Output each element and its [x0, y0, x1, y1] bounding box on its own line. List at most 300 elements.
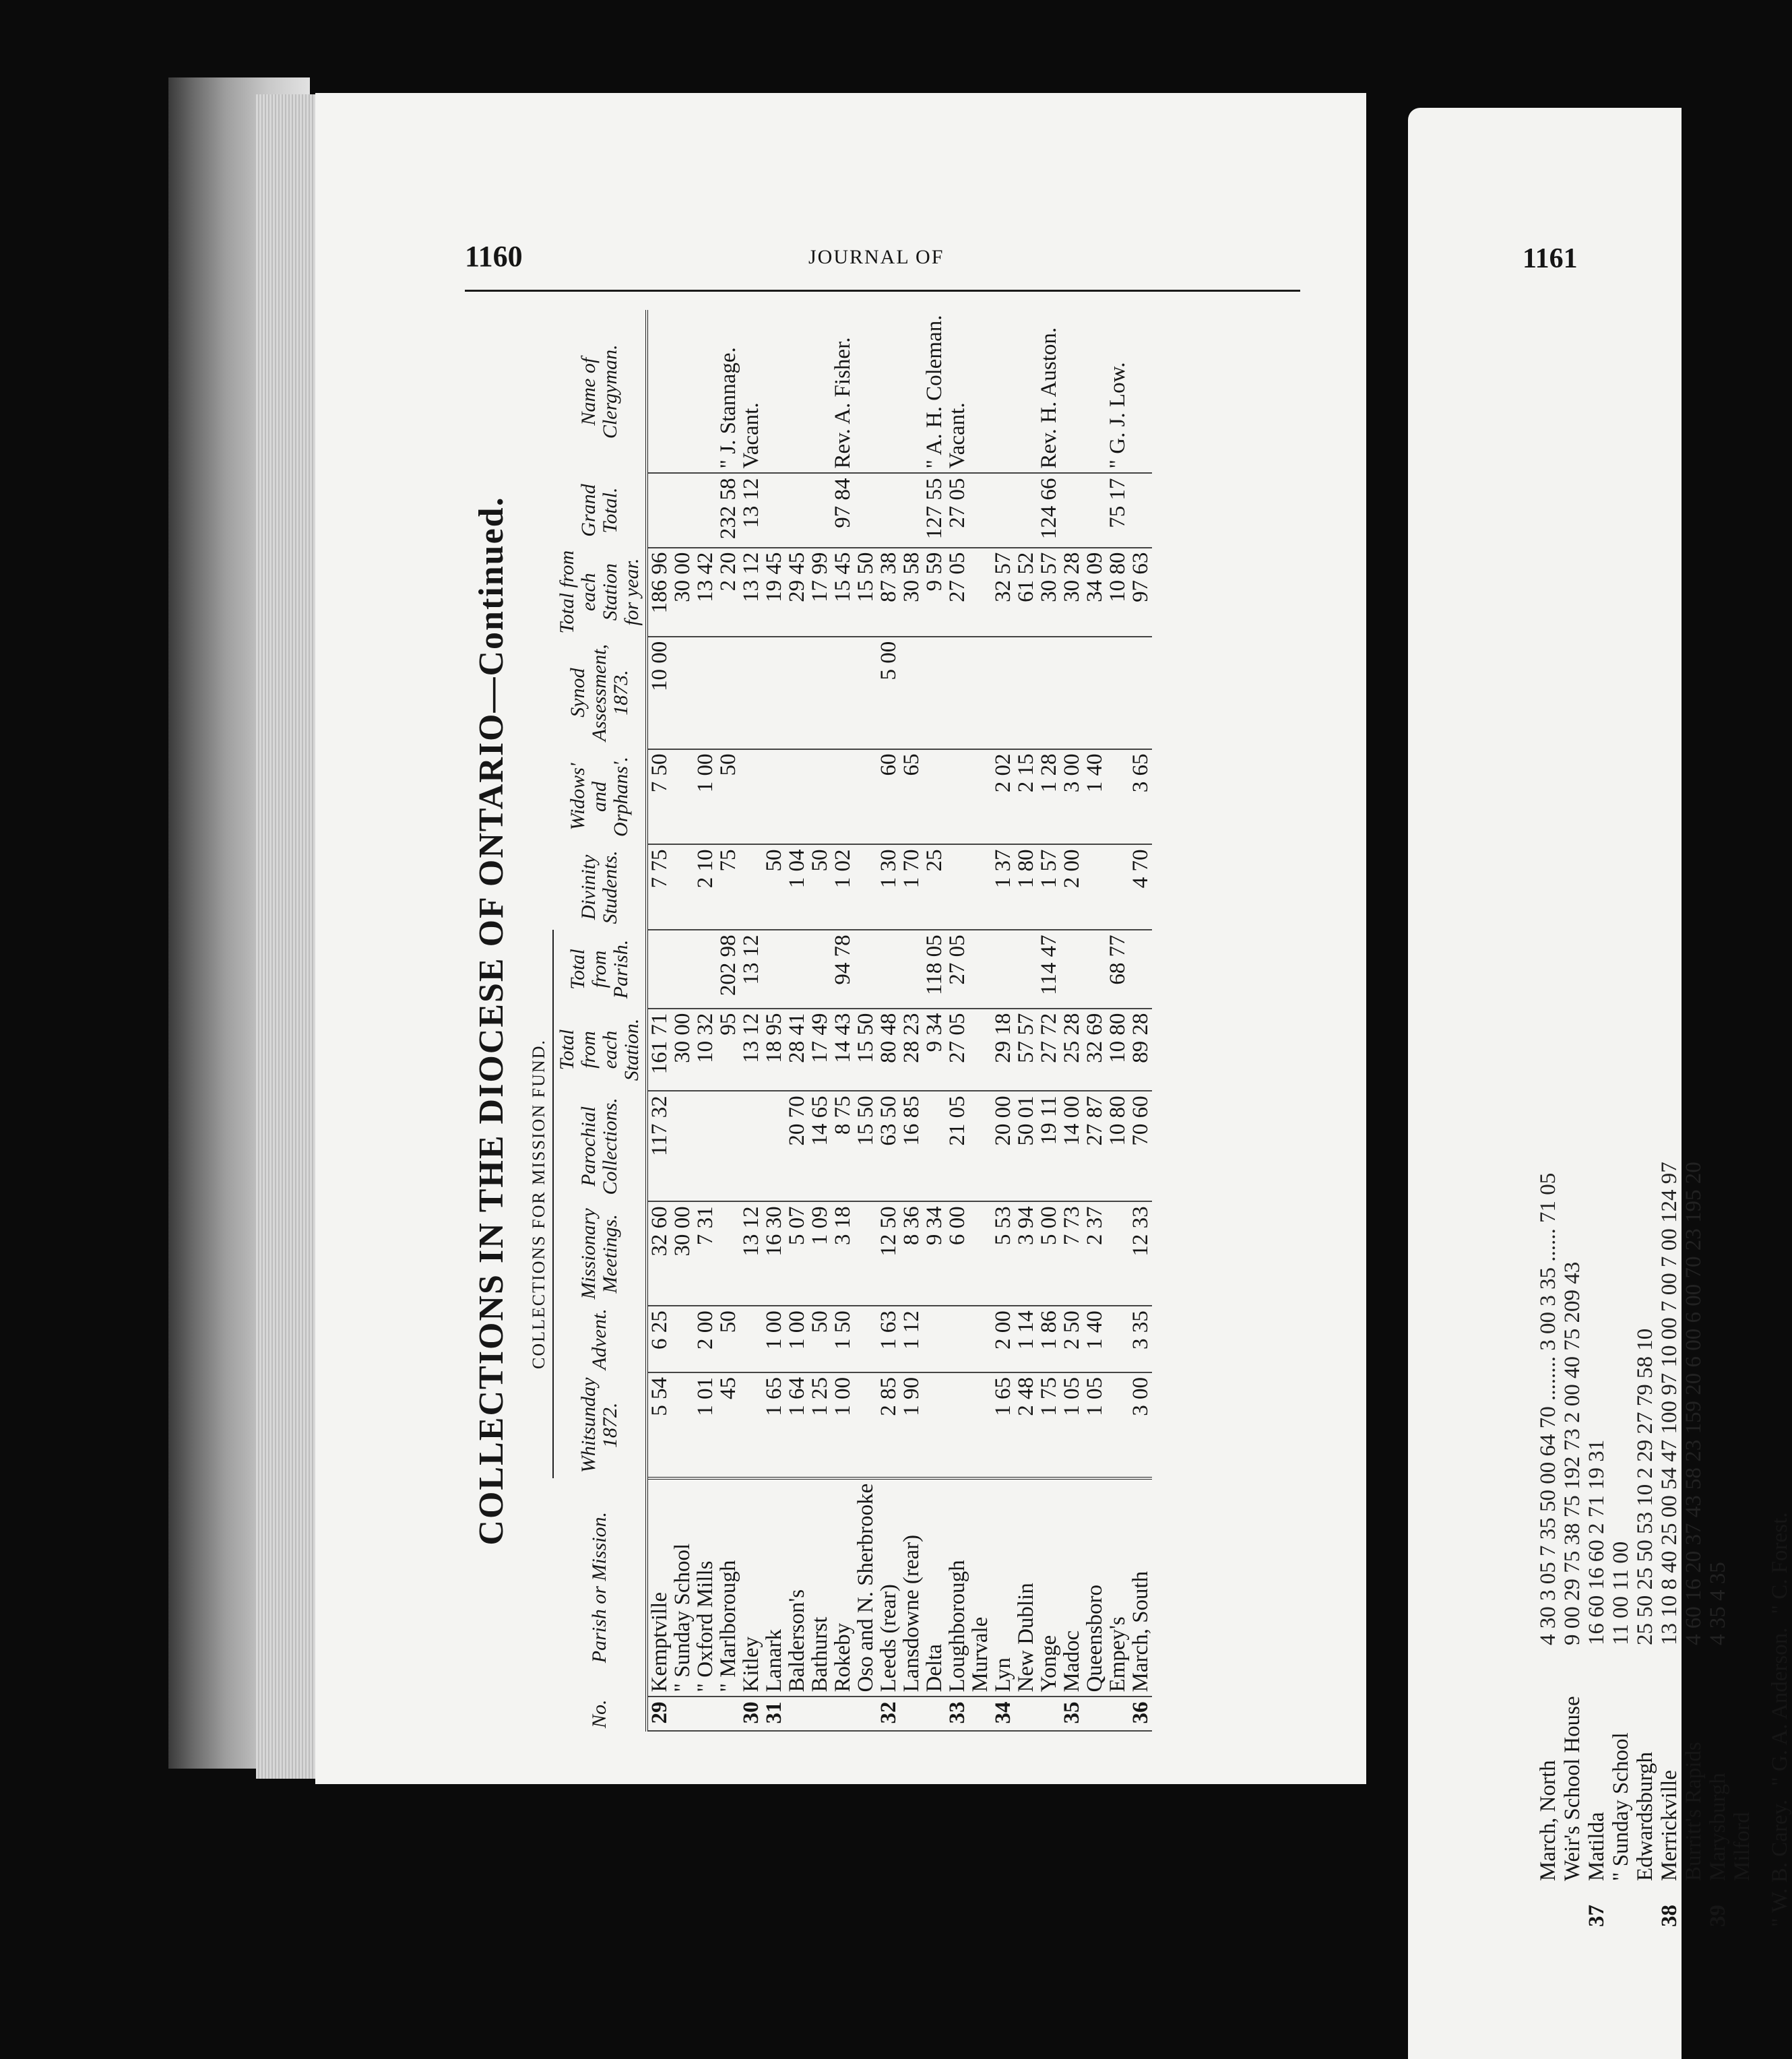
cell-c4: 21 05: [946, 1091, 969, 1201]
cell-c6: 68 77: [1106, 930, 1129, 1008]
cell-c1: 45: [717, 1372, 740, 1478]
cell-c8: 1 40: [1083, 749, 1106, 845]
cell-c5: 30 00: [671, 1009, 694, 1091]
column-header: Total from each Station for year.: [553, 548, 647, 637]
cell-c2: 1 14: [1015, 1306, 1037, 1372]
cell-c1: 1 01: [694, 1372, 717, 1478]
table-row: [946, 310, 969, 1731]
cell-c5: 80 48: [877, 1009, 900, 1091]
cell-c6: [1015, 930, 1037, 1008]
cell-c2: 50: [808, 1306, 831, 1372]
right-table-row: [1633, 310, 1657, 1927]
cell-clergy: [808, 310, 831, 473]
column-header: Total from Parish.: [553, 930, 647, 1008]
cell-c10: [969, 548, 992, 637]
cell-c2: 1 00: [786, 1306, 808, 1372]
cell-c9: 10 00: [647, 637, 671, 749]
cell-c9: [717, 637, 740, 749]
cell-c6: [854, 930, 877, 1008]
cell-parish: Balderson's: [786, 1478, 808, 1697]
cell-c7: 2 10: [694, 844, 717, 930]
cell-c2: 1 86: [1037, 1306, 1060, 1372]
right-table-row: [1560, 310, 1585, 1927]
table-row: [923, 310, 946, 1731]
cell-c5: 27 05: [946, 1009, 969, 1091]
cell-c6: 202 98: [717, 930, 740, 1008]
table-row: [877, 310, 900, 1731]
cell-c1: [923, 1372, 946, 1478]
cell-c5: 32 69: [1083, 1009, 1106, 1091]
cell-c6: [1060, 930, 1083, 1008]
cell-c11: [1015, 473, 1037, 547]
cell-c9: [1083, 637, 1106, 749]
cell-parish: Delta: [923, 1478, 946, 1697]
cell-c11: [900, 473, 923, 547]
collections-table: [525, 310, 1152, 1732]
table-row: [900, 310, 923, 1731]
cell-c9: [900, 637, 923, 749]
cell-c8: 2 02: [992, 749, 1015, 845]
cell-c8: 2 15: [1015, 749, 1037, 845]
cell-clergy: [1129, 310, 1152, 473]
cell-clergy: [1083, 310, 1106, 473]
cell-no: [923, 1697, 946, 1731]
cell-c7: [946, 844, 969, 930]
cell-c8: 7 50: [647, 749, 671, 845]
cell-clergy: " G. J. Low.: [1106, 310, 1129, 473]
cell-c2: [740, 1306, 763, 1372]
cell-c3: 32 60: [647, 1201, 671, 1306]
cell-c8: [969, 749, 992, 845]
table-row: [831, 310, 854, 1731]
cell-c6: [763, 930, 786, 1008]
cell-clergy: [992, 310, 1015, 473]
cell-c6: 94 78: [831, 930, 854, 1008]
cell-no: 29: [647, 1697, 671, 1731]
cell-c2: [854, 1306, 877, 1372]
cell-c7: 25: [923, 844, 946, 930]
cell-c9: [808, 637, 831, 749]
cell-clergy: [877, 310, 900, 473]
cell-c3: 8 36: [900, 1201, 923, 1306]
cell-c10: 13 12: [740, 548, 763, 637]
cell-c6: 118 05: [923, 930, 946, 1008]
right-row-values: 4 30 3 05 7 35 50 00 64 70 ........ 3 00 3 35 ...... 71 05: [1536, 1172, 1560, 1645]
cell-c11: [1060, 473, 1083, 547]
cell-c11: [671, 473, 694, 547]
cell-clergy: [694, 310, 717, 473]
cell-c1: 1 00: [831, 1372, 854, 1478]
cell-clergy: [1015, 310, 1037, 473]
cell-no: 32: [877, 1697, 900, 1731]
table-row: [647, 310, 671, 1731]
cell-c1: [946, 1372, 969, 1478]
right-row-number: [1536, 1895, 1560, 1927]
cell-c9: [740, 637, 763, 749]
cell-c6: [877, 930, 900, 1008]
cell-c1: [969, 1372, 992, 1478]
right-row-parish: Marysburgh: [1706, 1773, 1730, 1881]
table-title: COLLECTIONS IN THE DIOCESE OF ONTARIO—Continued.: [472, 496, 511, 1546]
cell-c8: 3 65: [1129, 749, 1152, 845]
cell-c4: [671, 1091, 694, 1201]
column-header: Advent.: [553, 1306, 647, 1372]
cell-c2: 6 25: [647, 1306, 671, 1372]
cell-c7: [740, 844, 763, 930]
right-row-values: 9 00 29 75 38 75 192 73 2 00 40 75 209 43: [1560, 1261, 1585, 1645]
cell-c8: [671, 749, 694, 845]
cell-c6: [694, 930, 717, 1008]
cell-c10: 29 45: [786, 548, 808, 637]
rotated-table-container: [465, 310, 1314, 1732]
right-row-values: 4 60 16 20 37 43 58 23 159 20 6 00 6 00 70 23 195 20: [1682, 1162, 1706, 1645]
table-row: [786, 310, 808, 1731]
cell-no: 36: [1129, 1697, 1152, 1731]
cell-c5: 13 12: [740, 1009, 763, 1091]
right-row-parish: Matilda: [1585, 1812, 1609, 1881]
cell-c4: 8 75: [831, 1091, 854, 1201]
cell-c7: 1 02: [831, 844, 854, 930]
cell-no: [969, 1697, 992, 1731]
cell-c11: [992, 473, 1015, 547]
cell-c1: 2 48: [1015, 1372, 1037, 1478]
cell-c1: 5 54: [647, 1372, 671, 1478]
cell-c10: 87 38: [877, 548, 900, 637]
mission-fund-group-header: COLLECTIONS FOR MISSION FUND.: [525, 930, 553, 1478]
cell-c9: [763, 637, 786, 749]
cell-c4: 15 50: [854, 1091, 877, 1201]
cell-c5: 28 41: [786, 1009, 808, 1091]
cell-no: 30: [740, 1697, 763, 1731]
cell-c8: 1 28: [1037, 749, 1060, 845]
cell-c10: 61 52: [1015, 548, 1037, 637]
right-row-parish: Merrickville: [1657, 1770, 1682, 1881]
cell-c7: 50: [808, 844, 831, 930]
cell-c4: 20 00: [992, 1091, 1015, 1201]
cell-c7: [969, 844, 992, 930]
cell-parish: Kitley: [740, 1478, 763, 1697]
cell-no: [786, 1697, 808, 1731]
cell-c10: 30 58: [900, 548, 923, 637]
column-header: Widows' and Orphans'.: [553, 749, 647, 845]
page-edges: [256, 94, 320, 1779]
right-row-number: [1633, 1895, 1657, 1927]
right-table-row: [1730, 310, 1754, 1927]
cell-c3: 12 33: [1129, 1201, 1152, 1306]
cell-c1: 1 65: [992, 1372, 1015, 1478]
cell-c4: [969, 1091, 992, 1201]
cell-c9: [923, 637, 946, 749]
cell-c6: [969, 930, 992, 1008]
cell-parish: Lanark: [763, 1478, 786, 1697]
cell-c3: 9 34: [923, 1201, 946, 1306]
cell-c3: 3 94: [1015, 1201, 1037, 1306]
right-row-values: 11 00 11 00: [1609, 1541, 1633, 1645]
right-table-row: [1706, 310, 1730, 1927]
cell-c3: 3 18: [831, 1201, 854, 1306]
cell-c8: 3 00: [1060, 749, 1083, 845]
cell-parish: Bathurst: [808, 1478, 831, 1697]
cell-c3: 2 37: [1083, 1201, 1106, 1306]
cell-c1: 1 05: [1083, 1372, 1106, 1478]
cell-c7: 50: [763, 844, 786, 930]
cell-c5: [969, 1009, 992, 1091]
right-row-parish: March, North: [1536, 1760, 1560, 1881]
cell-c4: [740, 1091, 763, 1201]
cell-c8: 50: [717, 749, 740, 845]
column-header: Synod Assessment, 1873.: [553, 637, 647, 749]
cell-c6: [1129, 930, 1152, 1008]
column-header: Total from each Station.: [553, 1009, 647, 1091]
cell-c8: [808, 749, 831, 845]
right-row-parish: Milford: [1730, 1812, 1754, 1881]
right-row-values: 13 10 8 40 25 00 54 47 100 97 10 00 7 00 7 00 124 97: [1657, 1162, 1682, 1645]
table-row: [1106, 310, 1129, 1731]
cell-parish: Empey's: [1106, 1478, 1129, 1697]
cell-clergy: [900, 310, 923, 473]
cell-c8: 1 00: [694, 749, 717, 845]
cell-c9: [946, 637, 969, 749]
cell-no: [854, 1697, 877, 1731]
cell-c4: 16 85: [900, 1091, 923, 1201]
cell-c11: 13 12: [740, 473, 763, 547]
cell-c11: [969, 473, 992, 547]
cell-clergy: [969, 310, 992, 473]
cell-no: [694, 1697, 717, 1731]
right-clergy-name: " G. A. Anderson.: [1768, 1627, 1792, 1786]
cell-c5: 95: [717, 1009, 740, 1091]
right-row-values: 4 35 4 35: [1706, 1562, 1730, 1645]
cell-c4: 14 00: [1060, 1091, 1083, 1201]
cell-c2: 1 50: [831, 1306, 854, 1372]
cell-c10: 19 45: [763, 548, 786, 637]
cell-c4: 14 65: [808, 1091, 831, 1201]
cell-c3: [717, 1201, 740, 1306]
cell-c1: [1106, 1372, 1129, 1478]
cell-parish: " Sunday School: [671, 1478, 694, 1697]
cell-c11: 27 05: [946, 473, 969, 547]
cell-c7: 75: [717, 844, 740, 930]
cell-c11: 75 17: [1106, 473, 1129, 547]
cell-c10: 9 59: [923, 548, 946, 637]
right-row-number: [1560, 1895, 1585, 1927]
cell-c9: [969, 637, 992, 749]
header-rule: [465, 290, 1300, 292]
cell-c2: 2 50: [1060, 1306, 1083, 1372]
cell-no: 33: [946, 1697, 969, 1731]
cell-c2: 3 35: [1129, 1306, 1152, 1372]
cell-c5: 89 28: [1129, 1009, 1152, 1091]
cell-parish: Loughborough: [946, 1478, 969, 1697]
cell-c2: 1 63: [877, 1306, 900, 1372]
cell-clergy: " J. Stannage.: [717, 310, 740, 473]
table-row: [1083, 310, 1106, 1731]
cell-c4: 19 11: [1037, 1091, 1060, 1201]
cell-c3: 16 30: [763, 1201, 786, 1306]
cell-c4: 117 32: [647, 1091, 671, 1201]
cell-c5: 17 49: [808, 1009, 831, 1091]
right-row-parish: Weir's School House: [1560, 1696, 1585, 1881]
cell-c1: 2 85: [877, 1372, 900, 1478]
cell-parish: " Oxford Mills: [694, 1478, 717, 1697]
cell-c3: 12 50: [877, 1201, 900, 1306]
cell-c10: 30 57: [1037, 548, 1060, 637]
cell-c9: [1015, 637, 1037, 749]
table-row: [969, 310, 992, 1731]
cell-c10: 17 99: [808, 548, 831, 637]
cell-c2: 1 12: [900, 1306, 923, 1372]
cell-c11: [854, 473, 877, 547]
cell-c4: 70 60: [1129, 1091, 1152, 1201]
cell-parish: Queensboro: [1083, 1478, 1106, 1697]
cell-c7: [1083, 844, 1106, 930]
cell-c9: [694, 637, 717, 749]
cell-c9: [1129, 637, 1152, 749]
column-header: No.: [553, 1697, 647, 1731]
column-header: Divinity Students.: [553, 844, 647, 930]
right-row-number: [1730, 1895, 1754, 1927]
cell-c11: 232 58: [717, 473, 740, 547]
cell-c3: 1 09: [808, 1201, 831, 1306]
cell-c10: 186 96: [647, 548, 671, 637]
cell-c7: 4 70: [1129, 844, 1152, 930]
cell-c11: [763, 473, 786, 547]
cell-no: [671, 1697, 694, 1731]
table-body: [647, 310, 1152, 1731]
cell-parish: Yonge: [1037, 1478, 1060, 1697]
cell-c8: [786, 749, 808, 845]
cell-parish: Rokeby: [831, 1478, 854, 1697]
cell-c5: 25 28: [1060, 1009, 1083, 1091]
table-row: [694, 310, 717, 1731]
cell-no: [1015, 1697, 1037, 1731]
cell-clergy: [647, 310, 671, 473]
cell-c1: 3 00: [1129, 1372, 1152, 1478]
table-row: [1129, 310, 1152, 1731]
right-row-parish: " Sunday School: [1609, 1732, 1633, 1881]
cell-c7: [671, 844, 694, 930]
table-row: [992, 310, 1015, 1731]
cell-c5: 29 18: [992, 1009, 1015, 1091]
table-row: [740, 310, 763, 1731]
table-row: [717, 310, 740, 1731]
cell-c2: 2 00: [992, 1306, 1015, 1372]
cell-c5: 161 71: [647, 1009, 671, 1091]
cell-c10: 30 00: [671, 548, 694, 637]
right-page-table-fragment: [1536, 310, 1792, 1927]
cell-c6: [992, 930, 1015, 1008]
cell-c9: [671, 637, 694, 749]
cell-parish: Lansdowne (rear): [900, 1478, 923, 1697]
cell-c1: 1 75: [1037, 1372, 1060, 1478]
cell-c3: 7 31: [694, 1201, 717, 1306]
cell-c6: 114 47: [1037, 930, 1060, 1008]
cell-c4: 63 50: [877, 1091, 900, 1201]
cell-parish: New Dublin: [1015, 1478, 1037, 1697]
cell-c4: [923, 1091, 946, 1201]
cell-c8: 60: [877, 749, 900, 845]
cell-no: [1106, 1697, 1129, 1731]
cell-c6: [900, 930, 923, 1008]
column-header: Missionary Meetings.: [553, 1201, 647, 1306]
cell-c2: 1 00: [763, 1306, 786, 1372]
cell-c4: 10 80: [1106, 1091, 1129, 1201]
cell-c4: [763, 1091, 786, 1201]
table-row: [671, 310, 694, 1731]
cell-c7: [854, 844, 877, 930]
right-clergy-name: " C. Forest.: [1768, 1512, 1792, 1614]
cell-c11: 97 84: [831, 473, 854, 547]
cell-c8: 65: [900, 749, 923, 845]
cell-no: 31: [763, 1697, 786, 1731]
cell-c3: [1106, 1201, 1129, 1306]
right-row-number: [1609, 1895, 1633, 1927]
cell-c4: [694, 1091, 717, 1201]
cell-c11: 124 66: [1037, 473, 1060, 547]
column-header: Parochial Collections.: [553, 1091, 647, 1201]
cell-c8: [740, 749, 763, 845]
cell-parish: Oso and N. Sherbrooke: [854, 1478, 877, 1697]
cell-c10: 34 09: [1083, 548, 1106, 637]
right-table-row: [1536, 310, 1560, 1927]
page-number-right: 1161: [1523, 243, 1578, 274]
cell-c7: 7 75: [647, 844, 671, 930]
cell-c7: 1 57: [1037, 844, 1060, 930]
cell-c11: [808, 473, 831, 547]
cell-parish: Kemptville: [647, 1478, 671, 1697]
cell-parish: Madoc: [1060, 1478, 1083, 1697]
cell-c3: 5 00: [1037, 1201, 1060, 1306]
cell-c5: 27 72: [1037, 1009, 1060, 1091]
cell-no: [717, 1697, 740, 1731]
cell-clergy: " A. H. Coleman.: [923, 310, 946, 473]
cell-c8: [923, 749, 946, 845]
cell-c2: [946, 1306, 969, 1372]
cell-c4: [717, 1091, 740, 1201]
cell-parish: " Marlborough: [717, 1478, 740, 1697]
cell-c7: 1 70: [900, 844, 923, 930]
cell-c4: 50 01: [1015, 1091, 1037, 1201]
cell-c1: [671, 1372, 694, 1478]
cell-no: [831, 1697, 854, 1731]
cell-c6: 27 05: [946, 930, 969, 1008]
cell-c6: [647, 930, 671, 1008]
cell-c9: [1106, 637, 1129, 749]
cell-c9: [1060, 637, 1083, 749]
cell-c10: 10 80: [1106, 548, 1129, 637]
cell-c6: 13 12: [740, 930, 763, 1008]
cell-c6: [1083, 930, 1106, 1008]
table-row: [763, 310, 786, 1731]
table-row: [1060, 310, 1083, 1731]
cell-c9: [854, 637, 877, 749]
cell-c2: [671, 1306, 694, 1372]
cell-c8: [1106, 749, 1129, 845]
cell-parish: Murvale: [969, 1478, 992, 1697]
cell-clergy: [671, 310, 694, 473]
cell-c6: [786, 930, 808, 1008]
cell-c1: 1 90: [900, 1372, 923, 1478]
right-row-parish: Edwardsburgh: [1633, 1752, 1657, 1881]
cell-c2: [1106, 1306, 1129, 1372]
cell-c5: 10 32: [694, 1009, 717, 1091]
cell-c7: 1 30: [877, 844, 900, 930]
right-table-row: [1682, 310, 1706, 1927]
cell-clergy: Vacant.: [946, 310, 969, 473]
right-table-row: [1609, 310, 1633, 1927]
cell-c1: 1 64: [786, 1372, 808, 1478]
cell-c5: 15 50: [854, 1009, 877, 1091]
